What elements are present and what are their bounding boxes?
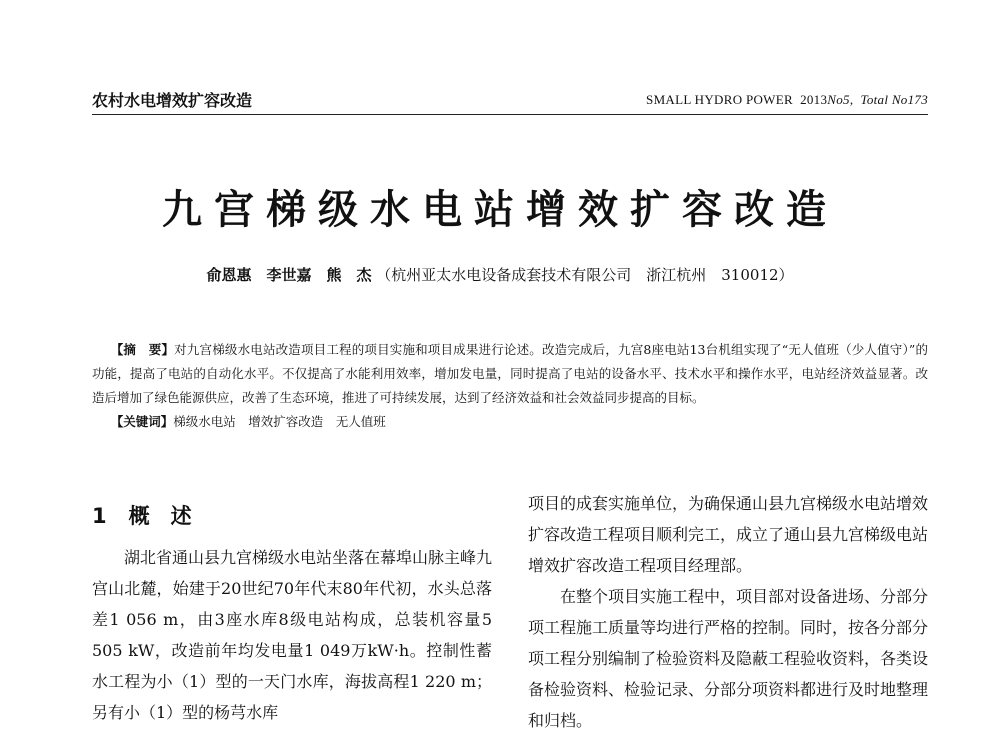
abstract-text: 对九宫梯级水电站改造项目工程的项目实施和项目成果进行论述。改造完成后，九宫8座电站13台机组实现了“无人值班（少人值守）”的功能，提高了电站的自动化水平。不仅提高了水能利用效率，增加发电量，同时提高了电站的设备水平、技术水平和操作水平，电站经济效益显著。改造后增加了绿色能源供应，改善了生态环境，推进了可持续发展，达到了经济效益和社会效益同步提高的目标。	[92, 342, 928, 405]
left-column	[92, 488, 492, 728]
keywords	[92, 410, 928, 434]
abstract-label: 【摘 要】	[110, 342, 175, 357]
article-title: 九宫梯级水电站增效扩容改造	[162, 186, 838, 233]
section-heading	[92, 500, 492, 532]
paragraph: 项目的成套实施单位，为确保通山县九宫梯级水电站增效扩容改造工程项目顺利完工，成立了通山县九宫梯级电站增效扩容改造工程项目经理部。	[528, 494, 929, 575]
author-names: 俞恩惠 李世嘉 熊 杰	[206, 266, 372, 284]
journal-name: SMALL HYDRO POWER	[646, 92, 793, 107]
abstract	[92, 338, 928, 410]
journal-info: SMALL HYDRO POWER 2013No5, Total No173	[646, 92, 928, 107]
author-affiliation: （杭州亚太水电设备成套技术有限公司 浙江杭州 310012）	[376, 266, 794, 284]
series-title: 农村水电增效扩容改造	[92, 91, 253, 110]
section-title: 概 述	[128, 504, 192, 528]
keywords-text: 梯级水电站 增效扩容改造 无人值班	[173, 414, 386, 429]
running-header	[92, 82, 928, 115]
journal-total-no: No173	[891, 92, 928, 107]
author-line	[0, 264, 1000, 285]
journal-total-label: Total	[860, 92, 889, 107]
paragraph: 在整个项目实施工程中，项目部对设备进场、分部分项工程施工质量等均进行严格的控制。同时，按各分部分项工程分别编制了检验资料及隐蔽工程验收资料，各类设备检验资料、检验记录、分部分项资料都进行及时地整理和归档。	[528, 587, 929, 730]
right-column	[528, 488, 928, 736]
journal-issue: No5	[827, 92, 850, 107]
abstract-block	[92, 338, 928, 434]
paragraph: 湖北省通山县九宫梯级水电站坐落在幕埠山脉主峰九宫山北麓，始建于20世纪70年代末80年代初，水头总落差1 056 m，由3座水库8级电站构成，总装机容量5 505 kW，改造前年均发电量1 049万kW·h。控制性蓄水工程为小（1）型的一天门水库，海拔高程1 220 m；另有小（1）型的杨芎水库	[92, 548, 493, 722]
section-number: 1	[92, 504, 107, 528]
keywords-label: 【关键词】	[110, 414, 174, 429]
journal-year: 2013	[800, 92, 828, 107]
